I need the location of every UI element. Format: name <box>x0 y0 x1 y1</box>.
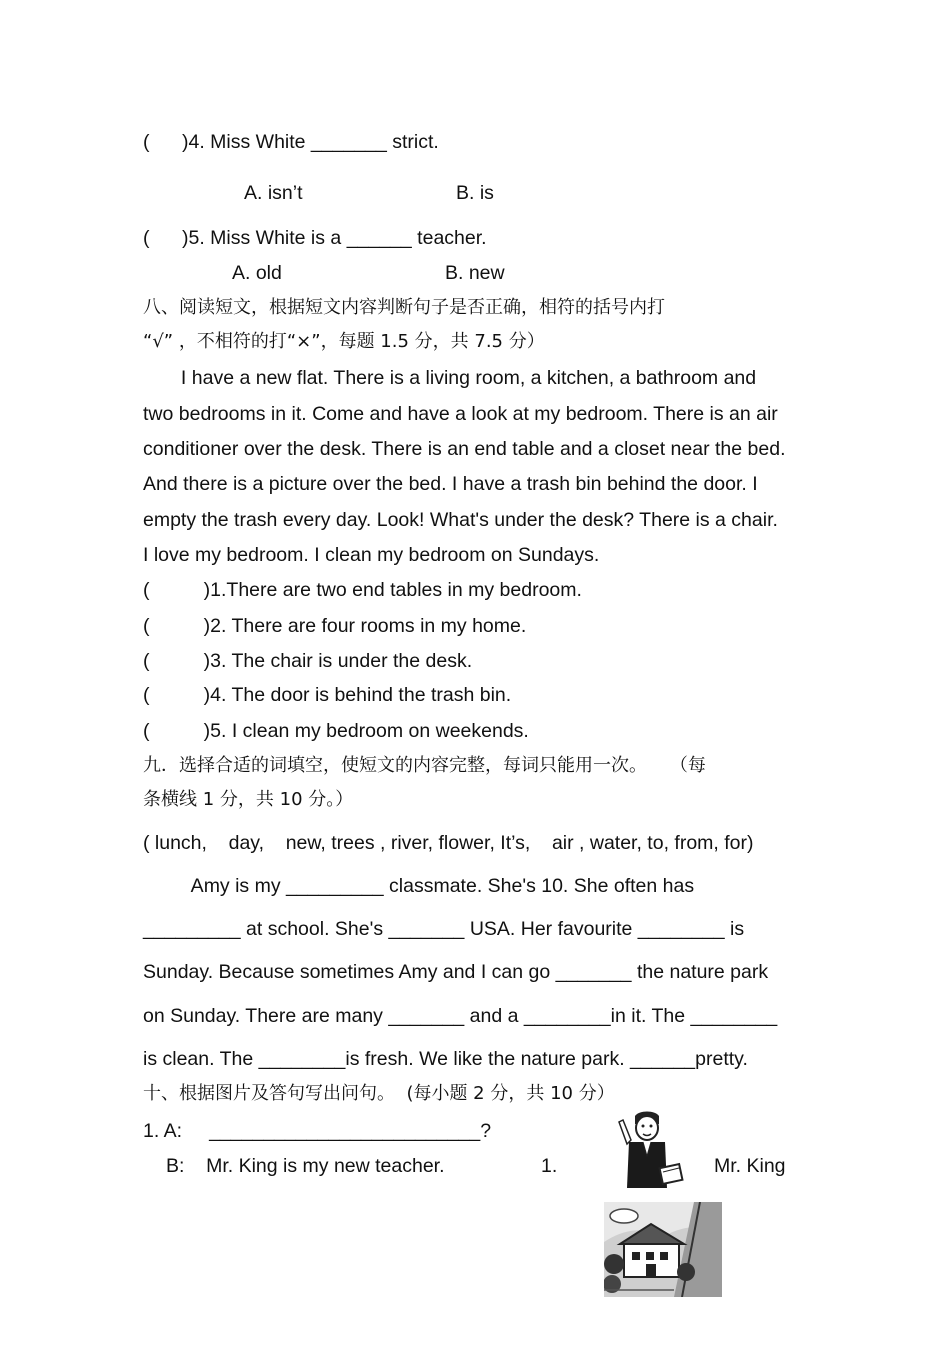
q7-q4-stem: ( )4. Miss White _______ strict. <box>143 131 439 153</box>
cloze-line: is clean. The ________is fresh. We like the nature park. ______pretty. <box>143 1048 748 1070</box>
passage-line: conditioner over the desk. There is an end table and a closet near the bed. <box>143 438 786 460</box>
word-bank: ( lunch, day, new, trees , river, flower, It’s, air , water, to, from, for) <box>143 832 754 854</box>
building-scene-illustration <box>604 1202 722 1297</box>
q7-q4-option-b: B. is <box>456 182 494 204</box>
section-9-heading-line-2: 条横线 1 分，共 10 分。） <box>143 789 354 810</box>
q7-q5-option-b: B. new <box>445 262 505 284</box>
judge-item: ( )1.There are two end tables in my bedroom. <box>143 579 582 601</box>
section-9-heading-line-1: 九．选择合适的词填空，使短文的内容完整，每词只能用一次。 （每 <box>143 755 706 776</box>
passage-line: I have a new flat. There is a living room, a kitchen, a bathroom and <box>143 367 757 389</box>
cloze-line: _________ at school. She's _______ USA. Her favourite ________ is <box>143 918 745 940</box>
q7-q5-stem: ( )5. Miss White is a ______ teacher. <box>143 227 487 249</box>
judge-item: ( )4. The door is behind the trash bin. <box>143 684 512 706</box>
section-8-heading-line-1: 八、阅读短文，根据短文内容判断句子是否正确，相符的括号内打 <box>143 297 665 318</box>
cloze-line: Amy is my _________ classmate. She's 10. She often has <box>143 875 695 897</box>
q1-answer-line: B: Mr. King is my new teacher. <box>166 1155 445 1177</box>
picture-number: 1. <box>541 1155 558 1177</box>
passage-line: And there is a picture over the bed. I have a trash bin behind the door. I <box>143 473 758 495</box>
picture-label-mr-king: Mr. King <box>714 1155 786 1177</box>
section-10-heading: 十、根据图片及答句写出问句。 (每小题 2 分，共 10 分） <box>143 1083 615 1104</box>
judge-item: ( )3. The chair is under the desk. <box>143 650 473 672</box>
q1-question-line: 1. A: _________________________? <box>143 1120 492 1142</box>
q7-q5-option-a: A. old <box>232 262 282 284</box>
judge-item: ( )5. I clean my bedroom on weekends. <box>143 720 529 742</box>
judge-item: ( )2. There are four rooms in my home. <box>143 615 527 637</box>
section-8-heading-line-2: “√” ，不相符的打“×”，每题 1.5 分，共 7.5 分） <box>143 331 545 352</box>
passage-line: I love my bedroom. I clean my bedroom on Sundays. <box>143 544 600 566</box>
cloze-line: Sunday. Because sometimes Amy and I can go _______ the nature park <box>143 961 769 983</box>
cloze-line: on Sunday. There are many _______ and a ________in it. The ________ <box>143 1005 778 1027</box>
passage-line: empty the trash every day. Look! What's under the desk? There is a chair. <box>143 509 778 531</box>
q7-q4-option-a: A. isn’t <box>244 182 303 204</box>
passage-line: two bedrooms in it. Come and have a look at my bedroom. There is an air <box>143 403 778 425</box>
mr-king-illustration <box>603 1110 693 1192</box>
